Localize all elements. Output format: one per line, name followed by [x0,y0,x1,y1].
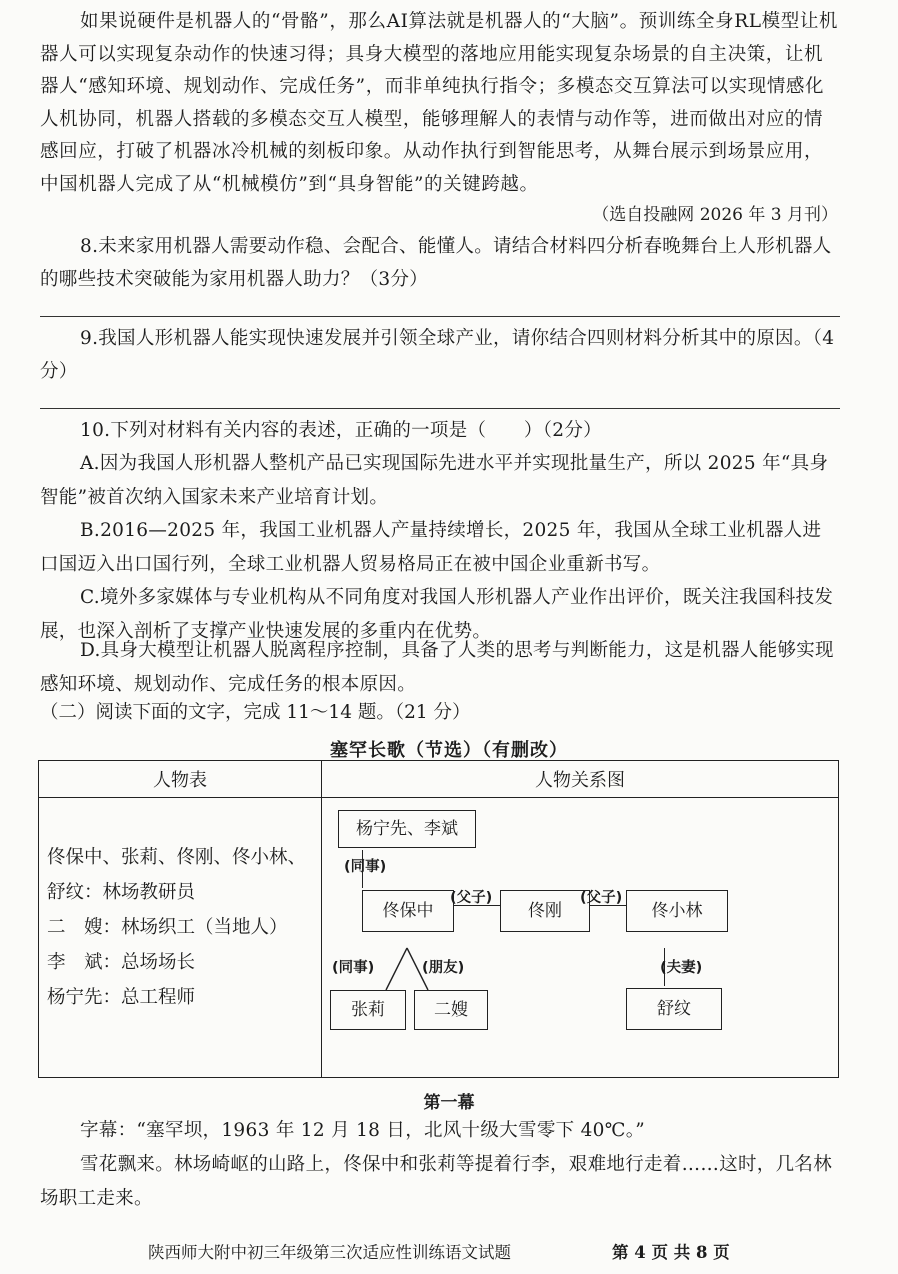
rel-father-1: (父子) [450,890,493,906]
scene-caption: 字幕：“塞罕坝，1963 年 12 月 18 日，北风十级大雪零下 40℃。” [80,1120,646,1141]
tong-gang-box: 佟刚 [500,890,590,932]
rel-colleague-top: (同事) [344,859,387,875]
question-9: 9.我国人形机器人能实现快速发展并引领全球产业，请你结合四则材料分析其中的原因。（4分） [40,328,835,382]
footer-page: 第 4 页 共 8 页 [612,1243,730,1262]
option-c: C.境外多家媒体与专业机构从不同角度对我国人形机器人产业作出评价，既关注我国科技发展，也深入剖析了支撑产业快速发展的多重内在优势。 [40,587,834,642]
zhang-li-box: 张莉 [330,990,406,1030]
question-10: 10.下列对材料有关内容的表述，正确的一项是（ ）（2分） [80,420,602,441]
option-d: D.具身大模型让机器人脱离程序控制，具备了人类的思考与判断能力，这是机器人能够实现感知环境、规划动作、完成任务的根本原因。 [40,640,834,695]
material4-source: （选自投融网 2026 年 3 月刊） [592,205,838,225]
option-b: B.2016—2025 年，我国工业机器人产量持续增长，2025 年，我国从全球工业机器人进口国迈入出口国行列，全球工业机器人贸易格局正在被中国企业重新书写。 [40,520,822,575]
material4-paragraph: 如果说硬件是机器人的“骨骼”，那么AI算法就是机器人的“大脑”。预训练全身RL模型让机器人可以实现复杂动作的快速习得；具身大模型的落地应用能实现复杂场景的自主决策，让机器人“感知环境、规划动作、完成任务”，而非单纯执行指令；多模态交互算法可以实现情感化人机协同，机器人搭载的多模态交互人模型，能够理解人的表情与动作等，进而做出对应的情感回应，打破了机器冰冷机械的刻板印象。从动作执行到智能思考，从舞台展示到场景应用，中国机器人完成了从“机械模仿”到“具身智能”的关键跨越。 [40,11,839,195]
diagram-header: 人物关系图 [322,761,839,798]
character-table [38,760,839,1078]
rel-father-2: (父子) [580,890,623,906]
shu-wen-box: 舒纹 [626,988,722,1030]
people-header: 人物表 [39,761,322,798]
rel-colleague: (同事) [332,960,375,976]
answer-line-8[interactable] [40,316,840,317]
scene-paragraph: 雪花飘来。林场崎岖的山路上，佟保中和张莉等提着行李，艰难地行走着……这时，几名林场职工走来。 [40,1154,833,1209]
act-title: 第一幕 [423,1093,475,1113]
people-line: 杨宁先：总工程师 [47,987,196,1008]
option-a: A.因为我国人形机器人整机产品已实现国际先进水平并实现批量生产，所以 2025 年“具身智能”被首次纳入国家未来产业培育计划。 [40,453,829,508]
people-line: 舒纹：林场教研员 [47,882,196,903]
section-heading: （二）阅读下面的文字，完成 11～14 题。（21 分） [40,702,471,723]
people-line: 佟保中、张莉、佟刚、佟小林、 [47,847,307,868]
tong-xiaolin-box: 佟小林 [626,890,728,932]
people-line: 二 嫂：林场织工（当地人） [47,917,288,938]
question-8: 8.未来家用机器人需要动作稳、会配合、能懂人。请结合材料四分析春晚舞台上人形机器人的哪些技术突破能为家用机器人助力？（3分） [40,236,832,290]
answer-line-9[interactable] [40,408,840,409]
play-title: 塞罕长歌（节选）（有删改） [330,740,568,761]
tong-baozhong-box: 佟保中 [362,890,454,932]
footer-school: 陕西师大附中初三年级第三次适应性训练语文试题 [148,1243,511,1262]
rel-spouse: (夫妻) [660,960,703,976]
boss-box: 杨宁先、李斌 [338,810,476,848]
people-line: 李 斌：总场场长 [47,952,196,973]
rel-friend: (朋友) [422,960,465,976]
er-sao-box: 二嫂 [414,990,488,1030]
people-list [39,798,322,1078]
relationship-diagram [322,798,839,1078]
